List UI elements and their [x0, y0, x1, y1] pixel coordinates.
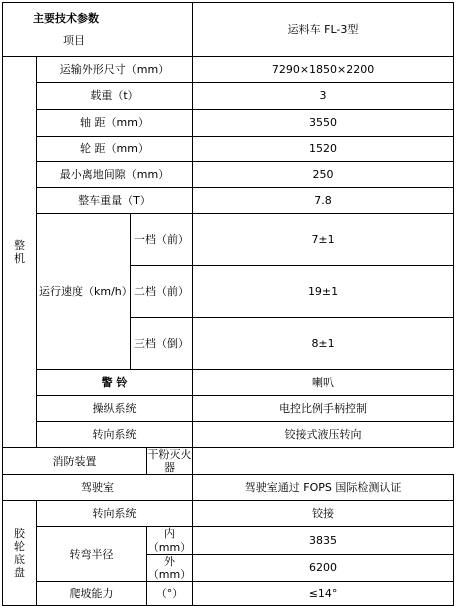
table-row	[3, 527, 454, 554]
table-row	[3, 214, 454, 266]
row-label: 操纵系统	[37, 396, 193, 422]
group-char: 底	[14, 553, 25, 567]
gear-label: 一档（前）	[131, 214, 193, 266]
turning-inner-value: 3835	[193, 527, 454, 554]
row-value: 7.8	[193, 188, 454, 214]
table-row	[3, 370, 454, 396]
table-row	[3, 501, 454, 527]
row-label: 消防装置	[3, 448, 147, 475]
row-label: 轴 距（mm）	[37, 110, 193, 137]
row-value: 250	[193, 162, 454, 188]
row-value: 1520	[193, 137, 454, 162]
climb-value: ≤14°	[193, 582, 454, 606]
row-value: 7290×1850×2200	[193, 57, 454, 83]
header-model: 运料车 FL-3型	[193, 3, 454, 57]
table-row	[3, 475, 454, 501]
table-row	[3, 448, 454, 475]
header-label-cell	[3, 3, 193, 57]
header-title: 主要技术参数	[33, 12, 99, 26]
row-value: 3550	[193, 110, 454, 137]
row-label: 警 铃	[37, 370, 193, 396]
row-value: 喇叭	[193, 370, 454, 396]
gear-value: 19±1	[193, 266, 454, 318]
table-row	[3, 57, 454, 83]
climb-label: 爬坡能力	[37, 582, 147, 606]
turning-inner-label: 内（mm）	[147, 527, 192, 554]
row-value: 铰接	[193, 501, 454, 527]
group-char: 整	[14, 238, 25, 252]
group-char: 胶	[14, 526, 25, 540]
row-label: 转向系统	[37, 501, 193, 527]
table-row	[3, 137, 454, 162]
group-char: 轮	[14, 540, 25, 554]
row-label: 最小离地间隙（mm）	[37, 162, 193, 188]
table-row	[3, 162, 454, 188]
row-label: 运输外形尺寸（mm）	[37, 57, 193, 83]
group-chassis	[3, 501, 37, 606]
group-char: 机	[14, 252, 25, 265]
table-row	[3, 396, 454, 422]
group-char: 盘	[14, 566, 25, 580]
row-value: 电控比例手柄控制	[193, 396, 454, 422]
gear-value: 7±1	[193, 214, 454, 266]
table-row	[3, 110, 454, 137]
row-value: 驾驶室通过 FOPS 国际检测认证	[193, 475, 454, 501]
gear-value: 8±1	[193, 318, 454, 370]
row-value: 铰接式液压转向	[193, 422, 454, 448]
gear-label: 三档（倒）	[131, 318, 193, 370]
table-row	[3, 422, 454, 448]
group-whole-machine	[3, 57, 37, 448]
table-row	[3, 188, 454, 214]
table-row	[3, 83, 454, 110]
row-label: 转向系统	[37, 422, 193, 448]
turning-radius-label: 转弯半径	[37, 527, 147, 582]
turning-outer-value: 6200	[193, 554, 454, 581]
row-value: 3	[193, 83, 454, 110]
speed-label: 运行速度（km/h）	[37, 214, 131, 370]
row-label: 载重（t）	[37, 83, 193, 110]
spec-table	[2, 2, 454, 606]
row-label: 轮 距（mm）	[37, 137, 193, 162]
row-value: 干粉灭火器	[147, 448, 192, 475]
climb-unit: （°）	[147, 582, 193, 606]
row-label: 整车重量（T）	[37, 188, 193, 214]
header-row	[3, 3, 454, 57]
turning-outer-label: 外（mm）	[147, 554, 192, 581]
row-label: 驾驶室	[3, 475, 193, 501]
header-item: 项目	[63, 33, 85, 47]
table-row	[3, 582, 454, 606]
gear-label: 二档（前）	[131, 266, 193, 318]
